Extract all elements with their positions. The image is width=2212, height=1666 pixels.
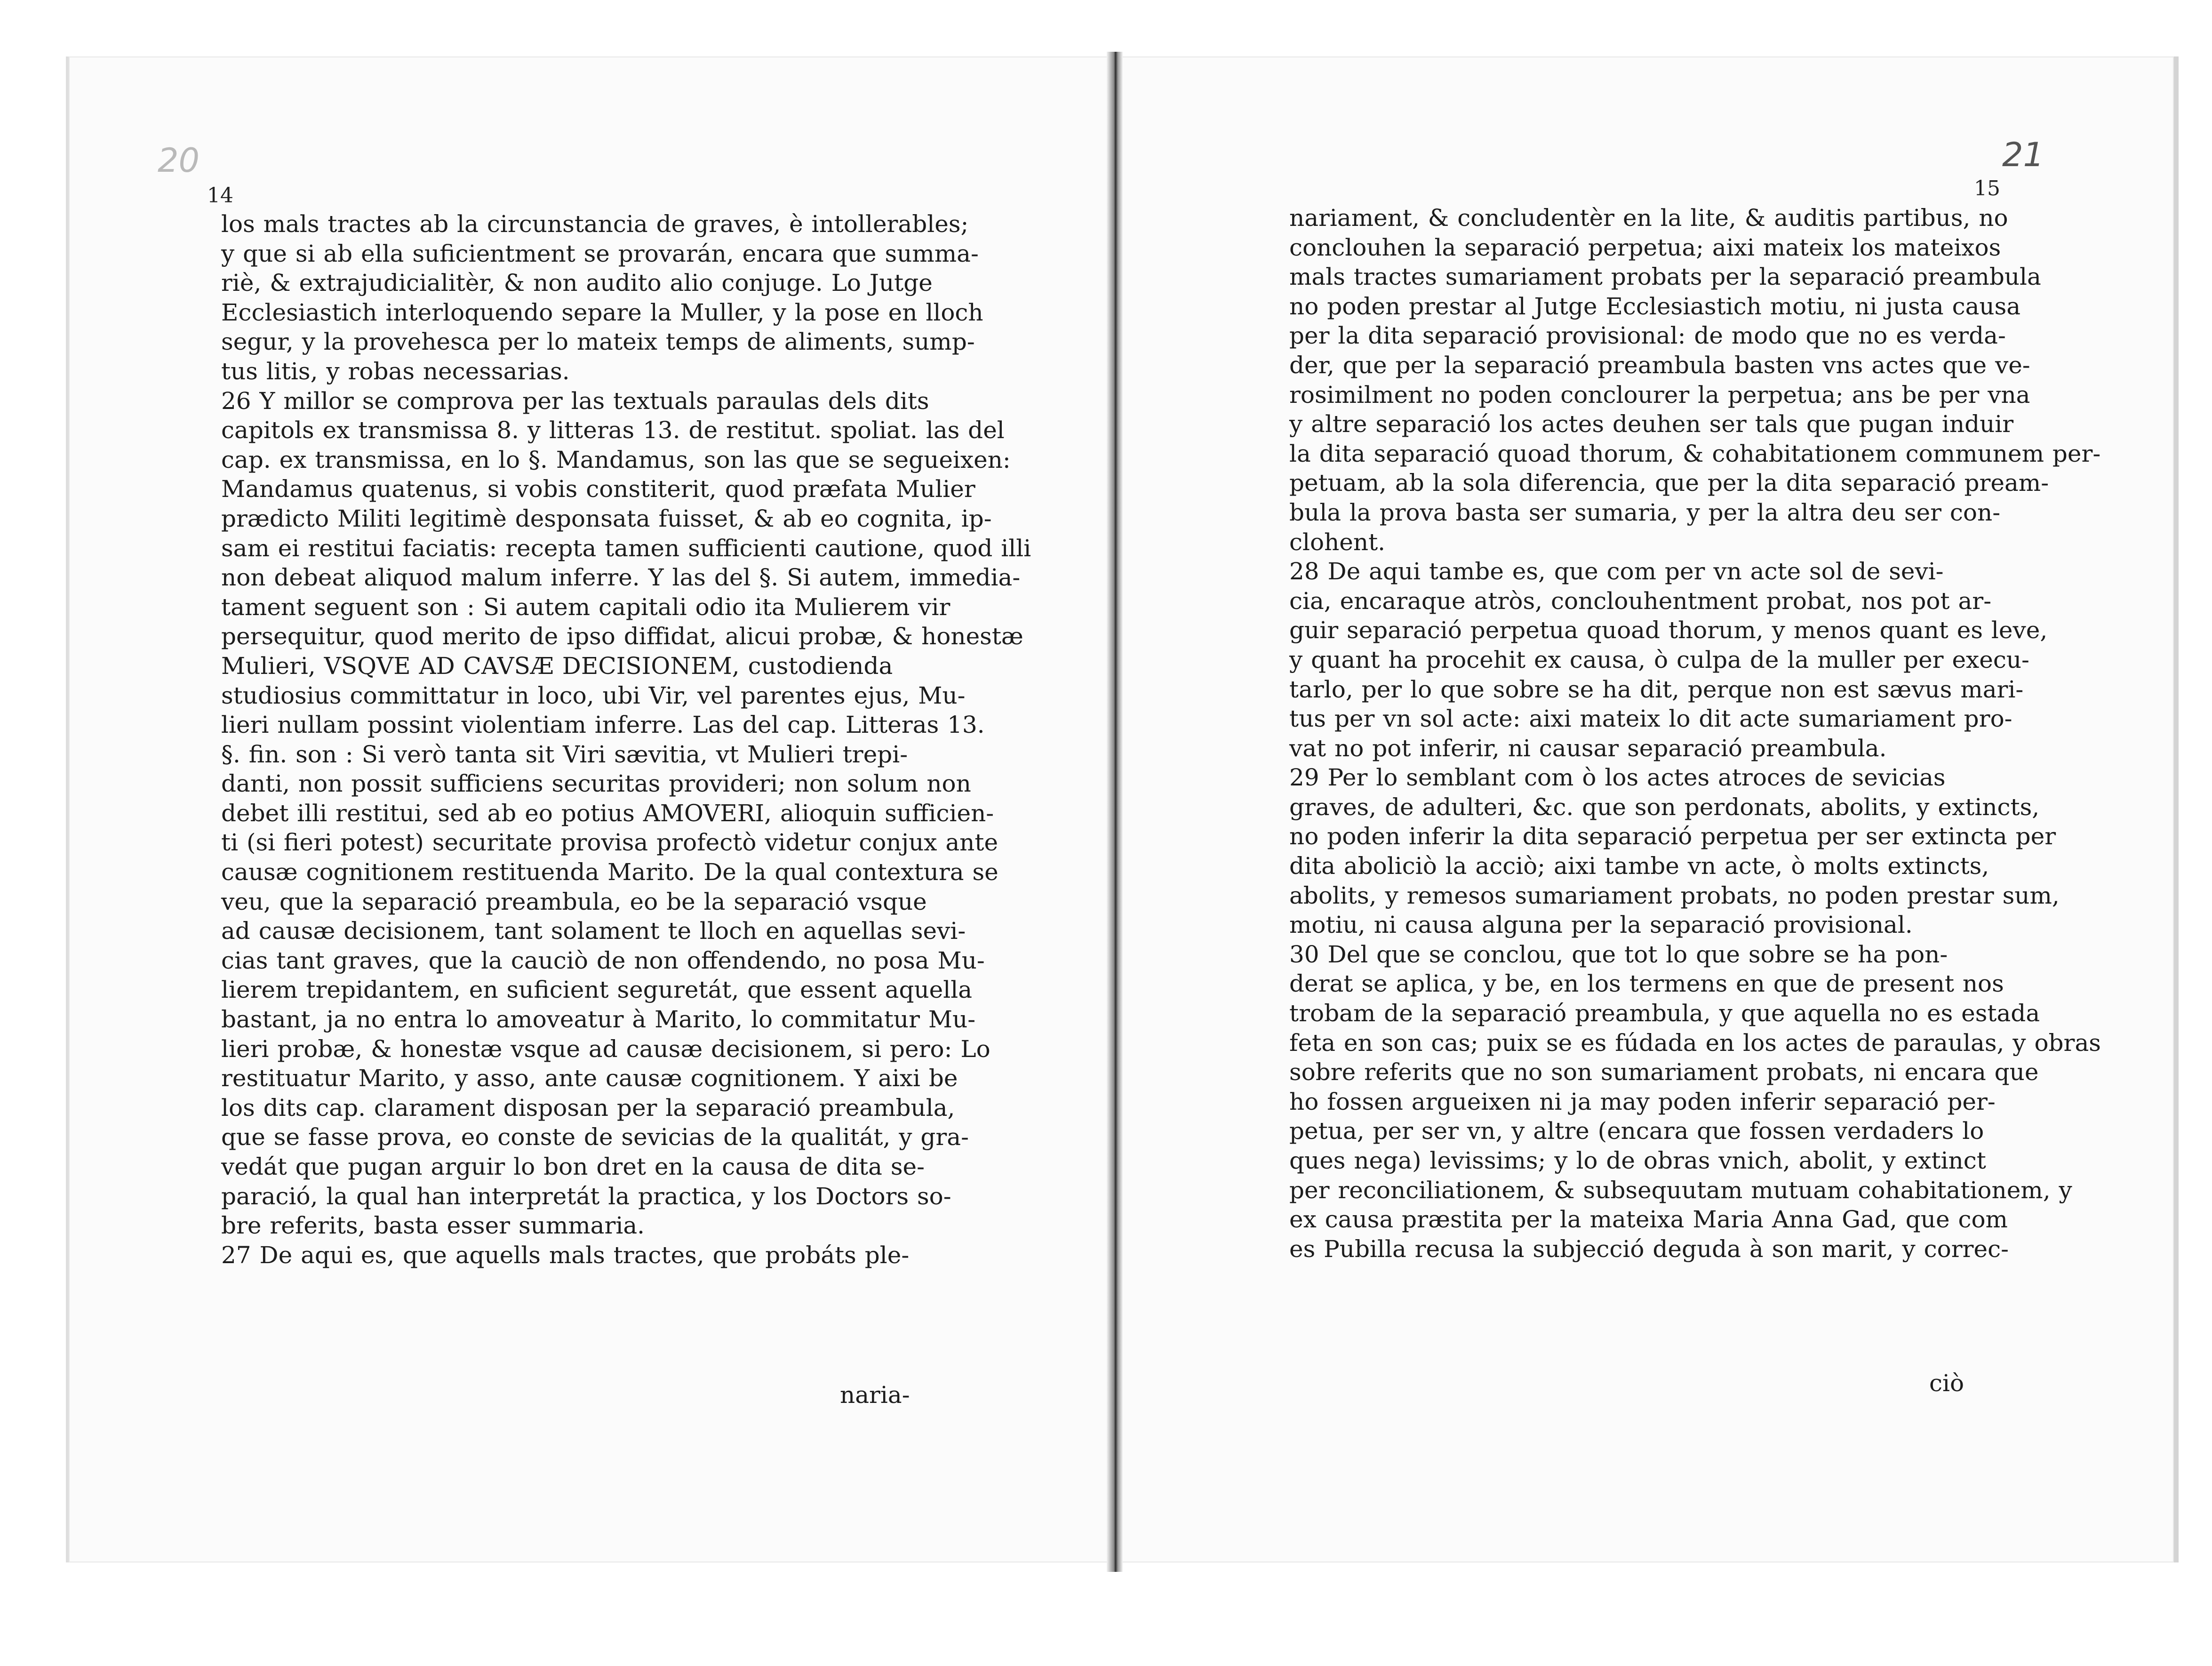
text-line: Mulieri, VSQVE AD CAVSÆ DECISIONEM, custodienda — [221, 652, 893, 680]
text-line: persequitur, quod merito de ipso diffidat, alicui probæ, & honestæ — [221, 623, 1023, 650]
text-line: sobre referits que no son sumariament probats, ni encara que — [1289, 1058, 2039, 1086]
text-line: non debeat aliquod malum inferre. Y las del §. Si autem, immedia- — [221, 564, 1021, 592]
text-line: tament seguent son : Si autem capitali odio ita Mulierem vir — [221, 593, 950, 621]
book-gutter — [1107, 52, 1123, 1572]
text-line: y altre separació los actes deuhen ser tals que pugan induir — [1289, 410, 2014, 438]
text-line: feta en son cas; puix se es fúdada en los actes de paraulas, y obras — [1289, 1029, 2101, 1057]
text-line: paració, la qual han interpretát la practica, y los Doctors so- — [221, 1182, 951, 1210]
left-text-column — [221, 209, 1031, 1270]
text-line: riè, & extrajudicialitèr, & non audito alio conjuge. Lo Jutge — [221, 269, 933, 297]
text-line: la dita separació quoad thorum, & cohabitationem communem per- — [1289, 440, 2101, 467]
right-text-column — [1289, 203, 2101, 1264]
text-line: restituatur Marito, y asso, ante causæ cognitionem. Y aixi be — [221, 1065, 958, 1092]
text-line: sam ei restitui faciatis: recepta tamen sufficienti cautione, quod illi — [221, 534, 1031, 562]
text-line: 28 De aqui tambe es, que com per vn acte sol de sevi- — [1289, 558, 1944, 585]
text-line: causæ cognitionem restituenda Marito. De la qual contextura se — [221, 858, 998, 886]
text-line: abolits, y remesos sumariament probats, no poden prestar sum, — [1289, 881, 2060, 909]
text-line: tus litis, y robas necessarias. — [221, 357, 570, 385]
text-line: ti (si fieri potest) securitate provisa profectò videtur conjux ante — [221, 829, 998, 857]
text-line: §. fin. son : Si verò tanta sit Viri sævitia, vt Mulieri trepi- — [221, 740, 908, 768]
left-catchword: naria- — [840, 1381, 910, 1409]
text-line: 27 De aqui es, que aquells mals tractes, que probáts ple- — [221, 1241, 910, 1269]
text-line: studiosius committatur in loco, ubi Vir, vel parentes ejus, Mu- — [221, 681, 966, 709]
text-line: motiu, ni causa alguna per la separació provisional. — [1289, 911, 1913, 939]
text-line: 30 Del que se conclou, que tot lo que sobre se ha pon- — [1289, 940, 1948, 968]
text-line: lierem trepidantem, en suficient seguretát, que essent aquella — [221, 976, 973, 1004]
text-line: cia, encaraque atròs, conclouhentment probat, nos pot ar- — [1289, 587, 1992, 615]
text-line: ques nega) levissims; y lo de obras vnich, abolit, y extinct — [1289, 1147, 1986, 1174]
text-line: prædicto Militi legitimè desponsata fuisset, & ab eo cognita, ip- — [221, 505, 992, 532]
text-line: petua, per ser vn, y altre (encara que fossen verdaders lo — [1289, 1117, 1984, 1145]
text-line: Mandamus quatenus, si vobis constiterit, quod præfata Mulier — [221, 475, 975, 503]
text-line: es Pubilla recusa la subjecció deguda à son marit, y correc- — [1289, 1235, 2009, 1263]
right-page-number: 15 — [1974, 176, 2000, 200]
text-line: bula la prova basta ser sumaria, y per la altra deu ser con- — [1289, 498, 2001, 526]
text-line: ho fossen argueixen ni ja may poden inferir separació per- — [1289, 1088, 1996, 1115]
text-line: segur, y la provehesca per lo mateix temps de aliments, sump- — [221, 328, 975, 356]
left-page-number: 14 — [207, 184, 233, 208]
text-line: veu, que la separació preambula, eo be la separació vsque — [221, 888, 927, 915]
right-catchword: ciò — [1929, 1370, 1964, 1397]
right-pencil-mark: 21 — [2002, 136, 2044, 174]
text-line: graves, de adulteri, &c. que son perdonats, abolits, y extincts, — [1289, 793, 2040, 821]
text-line: ad causæ decisionem, tant solament te lloch en aquellas sevi- — [221, 917, 966, 945]
text-line: vat no pot inferir, ni causar separació preambula. — [1289, 734, 1887, 762]
text-line: capitols ex transmissa 8. y litteras 13. de restitut. spoliat. las del — [221, 416, 1005, 444]
left-pencil-mark: 20 — [158, 141, 200, 180]
text-line: conclouhen la separació perpetua; aixi mateix los mateixos — [1289, 233, 2001, 261]
text-line: lieri probæ, & honestæ vsque ad causæ decisionem, si pero: Lo — [221, 1035, 990, 1063]
text-line: per reconciliationem, & subsequutam mutuam cohabitationem, y — [1289, 1176, 2072, 1204]
text-line: tus per vn sol acte: aixi mateix lo dit acte sumariament pro- — [1289, 705, 2012, 733]
text-line: nariament, & concludentèr en la lite, & auditis partibus, no — [1289, 204, 2008, 232]
text-line: cias tant graves, que la cauciò de non offendendo, no posa Mu- — [221, 946, 985, 974]
text-line: mals tractes sumariament probats per la separació preambula — [1289, 263, 2041, 291]
text-line: bre referits, basta esser summaria. — [221, 1212, 645, 1240]
text-line: trobam de la separació preambula, y que aquella no es estada — [1289, 1000, 2040, 1027]
text-line: 26 Y millor se comprova per las textuals paraulas dels dits — [221, 387, 929, 415]
text-line: y que si ab ella suficientment se provarán, encara que summa- — [221, 240, 979, 267]
text-line: petuam, ab la sola diferencia, que per la dita separació pream- — [1289, 469, 2049, 497]
text-line: no poden inferir la dita separació perpetua per ser extincta per — [1289, 823, 2056, 850]
text-line: y quant ha procehit ex causa, ò culpa de la muller per execu- — [1289, 646, 2029, 673]
text-line: clohent. — [1289, 528, 1386, 556]
text-line: danti, non possit sufficiens securitas provideri; non solum non — [221, 770, 971, 798]
text-line: vedát que pugan arguir lo bon dret en la causa de dita se- — [221, 1153, 925, 1180]
text-line: 29 Per lo semblant com ò los actes atroces de sevicias — [1289, 764, 1946, 792]
text-line: bastant, ja no entra lo amoveatur à Marito, lo commitatur Mu- — [221, 1006, 976, 1033]
text-line: los mals tractes ab la circunstancia de graves, è intollerables; — [221, 210, 969, 238]
text-line: que se fasse prova, eo conste de sevicias de la qualitát, y gra- — [221, 1123, 969, 1151]
text-line: cap. ex transmissa, en lo §. Mandamus, son las que se segueixen: — [221, 446, 1011, 473]
text-line: ex causa præstita per la mateixa Maria Anna Gad, que com — [1289, 1206, 2008, 1233]
text-line: der, que per la separació preambula basten vns actes que ve- — [1289, 351, 2030, 379]
text-line: guir separació perpetua quoad thorum, y menos quant es leve, — [1289, 617, 2048, 644]
text-line: dita aboliciò la acciò; aixi tambe vn acte, ò molts extincts, — [1289, 852, 1989, 880]
text-line: lieri nullam possint violentiam inferre. Las del cap. Litteras 13. — [221, 711, 985, 739]
text-line: debet illi restitui, sed ab eo potius AMOVERI, alioquin sufficien- — [221, 799, 994, 827]
text-line: los dits cap. clarament disposan per la separació preambula, — [221, 1094, 955, 1121]
text-line: Ecclesiastich interloquendo separe la Muller, y la pose en lloch — [221, 298, 983, 326]
text-line: derat se aplica, y be, en los termens en que de present nos — [1289, 970, 2004, 998]
text-line: per la dita separació provisional: de modo que no es verda- — [1289, 322, 2006, 350]
text-line: rosimilment no poden conclourer la perpetua; ans be per vna — [1289, 381, 2030, 408]
text-line: no poden prestar al Jutge Ecclesiastich motiu, ni justa causa — [1289, 292, 2021, 320]
text-line: tarlo, per lo que sobre se ha dit, perque non est sævus mari- — [1289, 675, 2024, 703]
